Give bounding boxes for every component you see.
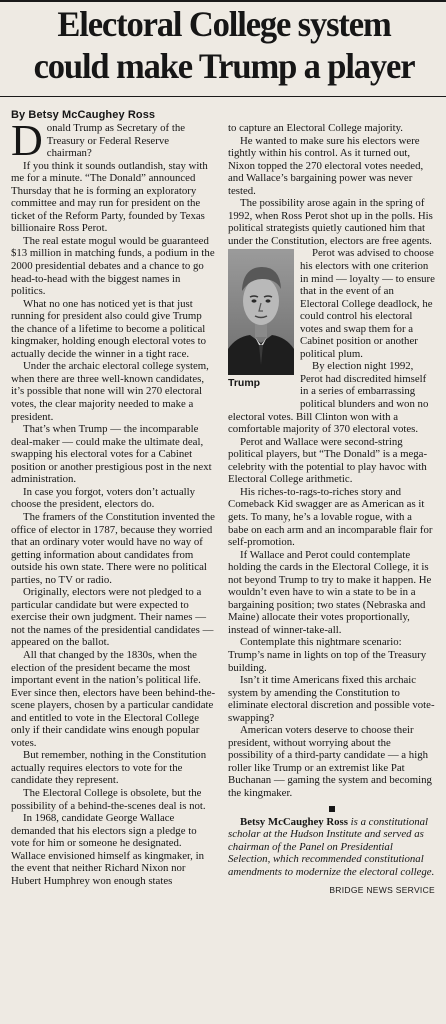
lead-text: onald Trump as Secretary of the Treasury or Federal Reserve chairman?	[46, 122, 186, 160]
body-paragraph: American voters deserve to choose their president, without worrying about the possibility of a third-party candidate — a high roller like Trump or an extremist like Pat Buchanan — gaming the system and becoming the kingmaker.	[228, 724, 432, 799]
body-paragraph: His riches-to-rags-to-riches story and Comeback Kid swagger are as American as it gets. To many, he’s a lovable rogue, with a babe on each arm and an incomparable flair for self-promotion.	[228, 485, 433, 549]
body-paragraph: By election night 1992, Perot had discredited himself in a series of embarrassing political blunders and won no electoral votes. Bill Clinton won with a comfortable majority of 370 electoral votes.	[228, 360, 429, 436]
author-bio	[228, 816, 435, 879]
bio-name: Betsy McCaughey Ross	[240, 815, 348, 828]
body-paragraph: Under the archaic electoral college system, when there are three well-known candidates, it’s possible that none will win 270 electoral votes, the clear majority needed to make a president.	[11, 360, 209, 423]
body-paragraph: If you think it sounds outlandish, stay with me for a minute. “The Donald” announced Thursday that he is forming an exploratory committee and may run for president on the ticket of the Reform Party, founded by Texas billionaire Ross Perot.	[11, 159, 208, 235]
body-paragraph: That’s when Trump — the incomparable deal-maker — could make the ultimate deal, swapping his electoral votes for a Cabinet position or another prestigious post in the next administration.	[11, 423, 212, 486]
body-paragraph: The framers of the Constitution invented the office of elector in 1787, because they worried that an ordinary voter would have no way of getting information about candidates from outside his own state. There were no political parties, no TV or radio.	[11, 510, 215, 586]
byline: By Betsy McCaughey Ross	[11, 109, 156, 121]
headline-rule	[0, 96, 446, 97]
drop-cap: D	[11, 116, 43, 165]
bio-text: is a constitutional scholar at the Hudson Institute and served as chairman of the Panel on Presidential Selection, which recommended constitutional amendments to modernize the electoral college.	[228, 815, 435, 878]
body-paragraph: In case you forgot, voters don’t actually choose the president, electors do.	[11, 485, 196, 511]
body-paragraph: The real estate mogul would be guaranteed $13 million in matching funds, a podium in the 2000 presidential debates and a chance to go head-to-head with the biggest names in politics.	[11, 234, 215, 298]
body-paragraph: He wanted to make sure his electors were tightly within his control. As it turned out, Nixon topped the 270 electoral votes needed, and Wallace’s bargaining power was never tested.	[228, 134, 424, 197]
body-paragraph: Perot and Wallace were second-string political players, but “The Donald” is a mega-celebrity with the potential to play havoc with Electoral College arithmetic.	[228, 435, 428, 486]
column-2-bottom	[228, 436, 435, 800]
body-paragraph: Isn’t it time Americans fixed this archaic system by amending the Constitution to eliminate electoral discretion and possible vote-swapping?	[228, 674, 435, 724]
body-paragraph: In 1968, candidate George Wallace demanded that his electors sign a pledge to vote for him or someone he designated. Wallace envisioned himself as kingmaker, in the event that neither Richard Nixon nor Hubert Humphrey won enough states	[11, 812, 204, 887]
body-paragraph: What no one has noticed yet is that just running for president also could give Trump the chance of a lifetime to become a political kingmaker, holding enough electoral votes to actually decide the winner in a tight race.	[11, 297, 207, 360]
article-column-1	[11, 116, 216, 1017]
trump-photo	[228, 249, 294, 375]
headline-line-1: Electoral College system	[57, 4, 391, 44]
body-paragraph: Perot was advised to choose his electors with one criterion in mind — loyalty — to ensure that in the event of an Electoral College deadlock, he could control his electoral votes and swap them for a Cabinet position or another political plum.	[300, 247, 435, 360]
photo-caption: Trump	[228, 377, 261, 390]
body-paragraph: The Electoral College is obsolete, but the possibility of a behind-the-scenes deal is not.	[11, 786, 206, 812]
headline-line-2: could make Trump a player	[33, 46, 415, 86]
body-paragraph: All that changed by the 1830s, when the election of the president became the most important event in the nation’s political life. Ever since then, electors have been behind-the-scene players, chosen by a particular candidate and entitled to vote in the Electoral College only if their candidate wins enough popular votes.	[11, 648, 216, 749]
body-paragraph: The possibility arose again in the spring of 1992, when Ross Perot shot up in the polls. His political strategists quietly cautioned him that under the Constitution, electors are free agents.	[228, 197, 433, 247]
top-rule	[0, 0, 446, 2]
news-service-credit: BRIDGE NEWS SERVICE	[329, 885, 435, 896]
lead-paragraph	[11, 116, 216, 165]
photo-block	[228, 249, 294, 396]
body-paragraph: If Wallace and Perot could contemplate holding the cards in the Electoral College, it is not beyond Trump to try to make it happen. He wouldn’t even have to win a state to be in a bargaining position; two states (Nebraska and Maine) allocate their votes proportionally, instead of winner-take-all.	[228, 548, 432, 636]
article-column-2	[228, 122, 435, 1017]
column-1-body	[11, 160, 216, 888]
body-paragraph: Contemplate this nightmare scenario: Trump’s name in lights on top of the Treasury building.	[228, 636, 427, 674]
end-bullet	[329, 806, 335, 812]
column-2-top	[228, 122, 435, 247]
body-paragraph: But remember, nothing in the Constitution actually requires electors to vote for the candidate they represent.	[11, 749, 207, 787]
body-paragraph: Originally, electors were not pledged to a particular candidate but were expected to exercise their own judgment. Their names — not the names of the presidential candidates — appeared on the ballot.	[11, 586, 214, 649]
body-paragraph: to capture an Electoral College majority.	[228, 122, 403, 134]
